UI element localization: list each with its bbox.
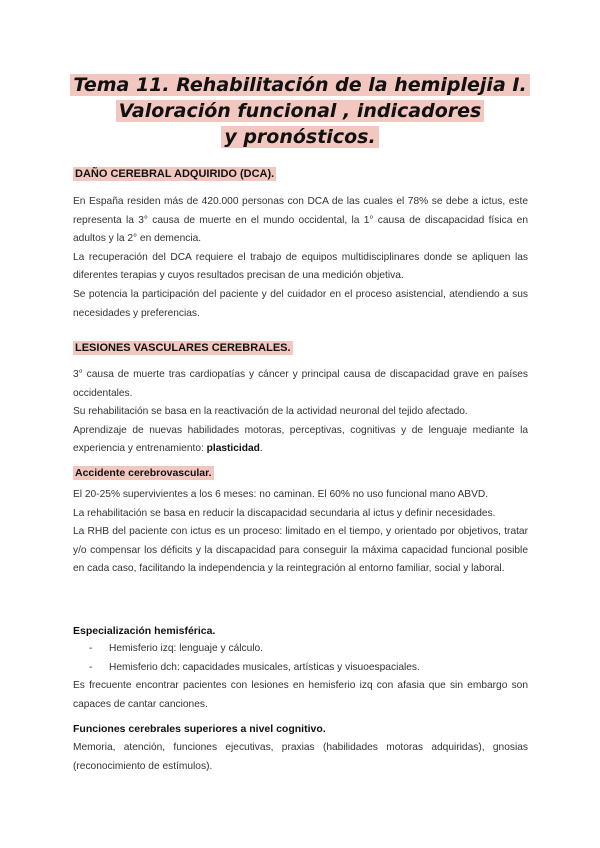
subheading-acv xyxy=(73,465,528,481)
paragraph: En España residen más de 420.000 personas con DCA de las cuales el 78% se debe a ictus, este representa la 3° causa de muerte en el mundo occidental, la 1° causa de discapacidad física en adultos y la 2° en demencia. xyxy=(73,196,528,245)
section-funciones xyxy=(73,721,528,776)
paragraph xyxy=(73,422,528,459)
subheading-acv-text: Accidente cerebrovascular. xyxy=(75,467,212,479)
paragraph-text: Aprendizaje de nuevas habilidades motoras, perceptivas, cognitivas y de lenguaje mediante la experiencia y entrenamiento: xyxy=(73,424,528,455)
paragraph: Su rehabilitación se basa en la reactivación de la actividad neuronal del tejido afectado. xyxy=(73,406,468,418)
paragraph: Es frecuente encontrar pacientes con lesiones en hemisferio izq con afasia que sin embargo son capaces de cantar canciones. xyxy=(73,680,528,710)
list-item: - Hemisferio dch: capacidades musicales, artísticas y visuoespaciales. xyxy=(89,658,528,677)
subheading-especializacion: Especialización hemisférica. xyxy=(73,625,216,637)
title-line-3: y pronósticos. xyxy=(221,126,378,148)
paragraph: La rehabilitación se basa en reducir la discapacidad secundaria al ictus y definir necesidades. xyxy=(73,507,496,519)
section-heading-lesiones-text: LESIONES VASCULARES CEREBRALES. xyxy=(75,342,291,354)
section-dca xyxy=(73,166,528,323)
section-heading-lesiones xyxy=(73,340,528,356)
paragraph: Se potencia la participación del paciente y del cuidador en el proceso asistencial, atendiendo a sus necesidades y preferencias. xyxy=(73,288,528,319)
section-heading-dca-text: DAÑO CEREBRAL ADQUIRIDO (DCA). xyxy=(75,168,275,180)
section-acv xyxy=(73,465,528,579)
paragraph: El 20-25% supervivientes a los 6 meses: no caminan. El 60% no uso funcional mano ABVD. xyxy=(73,489,489,500)
paragraph-text-end: . xyxy=(259,443,263,455)
paragraph: 3° causa de muerte tras cardiopatías y cáncer y principal causa de discapacidad grave en países occidentales. xyxy=(73,369,528,399)
subheading-funciones: Funciones cerebrales superiores a nivel cognitivo. xyxy=(73,723,326,735)
section-lesiones xyxy=(73,340,528,459)
paragraph: La recuperación del DCA requiere el trabajo de equipos multidisciplinares donde se apliquen las diferentes terapias y cuyos resultados precisan de una medición objetiva. xyxy=(73,251,528,282)
paragraph: Memoria, atención, funciones ejecutivas, praxias (habilidades motoras adquiridas), gnosias (reconocimiento de estímulos). xyxy=(73,742,528,772)
paragraph: La RHB del paciente con ictus es un proceso: limitado en el tiempo, y orientado por objetivos, tratar y/o compensar los déficits y la discapacidad para conseguir la máxima capacidad funcional posible en cada caso, facilitando la independencia y la reintegración al entorno familiar, social y laboral. xyxy=(73,526,528,575)
page-title xyxy=(0,72,600,150)
section-especializacion xyxy=(73,623,528,714)
list-item: - Hemisferio izq: lenguaje y cálculo. xyxy=(89,639,528,658)
plasticidad-term: plasticidad xyxy=(206,443,260,455)
title-line-1: Tema 11. Rehabilitación de la hemiplejia I. xyxy=(70,74,529,96)
section-heading-dca xyxy=(73,166,528,182)
title-line-2: Valoración funcional , indicadores xyxy=(116,100,485,122)
hemisphere-list xyxy=(73,639,528,677)
